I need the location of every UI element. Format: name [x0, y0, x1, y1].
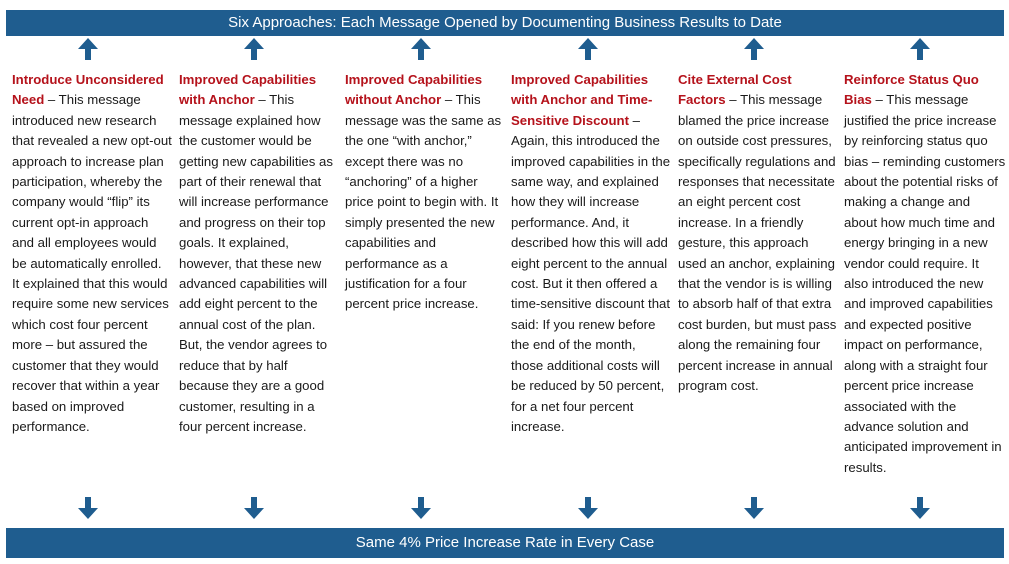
- approach-description: – This message blamed the price increase on outside cost pressures, specifically regulations and responses that necessitate an eight percent cost increase. In a friendly gesture, this approach used an anchor, explaining that the vendor is is willing to absorb half of that extra cost burden, but must pass along the remaining four percent increase in annual program cost.: [678, 92, 837, 394]
- bottom-banner: Same 4% Price Increase Rate in Every Case: [6, 528, 1004, 558]
- approach-column: [844, 70, 1006, 478]
- approach-title: Cite External Cost Factors: [678, 72, 792, 108]
- arrow-up-icon: [244, 38, 264, 60]
- approach-column: [511, 70, 671, 437]
- approach-description: – This message explained how the customer would be getting new capabilities as part of their renewal that will increase performance and progress on their top goals. It explained, however, that these new advanced capabilities will add eight percent to the annual cost of the plan. But, the vendor agrees to reduce that by half because they are a good customer, resulting in a four percent increase.: [179, 92, 333, 434]
- arrow-up-icon: [578, 38, 598, 60]
- approach-title: Improved Capabilities with Anchor: [179, 72, 317, 108]
- approach-column: [179, 70, 339, 437]
- approach-title: Improved Capabilities without Anchor: [345, 72, 483, 108]
- arrow-down-icon: [910, 497, 930, 519]
- approach-title: Improved Capabilities with Anchor and Time-Sensitive Discount: [511, 72, 653, 128]
- approach-description: – This message was the same as the one “with anchor,” except there was no “anchoring” of a higher price point to begin with. It simply presented the new capabilities and performance as a justification for a four percent price increase.: [345, 92, 502, 312]
- arrow-up-icon: [411, 38, 431, 60]
- approach-description: – This message justified the price increase by reinforcing status quo bias – reminding customers about the potential risks of making a change and about how much time and energy bringing in a new vendor could require. It also introduced the new and improved capabilities and expected positive impact on performance, along with a straight four percent price increase associated with the advance solution and anticipated improvement in results.: [844, 92, 1006, 475]
- arrow-down-icon: [411, 497, 431, 519]
- approach-description: – Again, this introduced the improved capabilities in the same way, and explained how they will increase performance. And, it described how this will add eight percent to the annual cost. But it then offered a time-sensitive discount that said: If you renew before the end of the month, those additional costs will be reduced by 50 percent, for a net four percent increase.: [511, 112, 671, 434]
- top-banner: Six Approaches: Each Message Opened by Documenting Business Results to Date: [6, 10, 1004, 36]
- approach-column: [345, 70, 505, 315]
- approach-title: Introduce Unconsidered Need: [12, 72, 164, 108]
- arrow-up-icon: [744, 38, 764, 60]
- approach-title: Reinforce Status Quo Bias: [844, 72, 979, 108]
- approach-column: [12, 70, 172, 437]
- arrow-down-icon: [244, 497, 264, 519]
- arrow-down-icon: [78, 497, 98, 519]
- approach-column: [678, 70, 838, 397]
- arrow-up-icon: [78, 38, 98, 60]
- arrow-up-icon: [910, 38, 930, 60]
- approach-description: – This message introduced new research that revealed a new opt-out approach to increase plan participation, whereby the company would “flip” its current opt-in approach and all employees would be automatically enrolled. It explained that this would require some new services which cost four percent more – but assured the customer that they would recover that within a year based on improved performance.: [12, 92, 172, 434]
- arrow-down-icon: [578, 497, 598, 519]
- arrow-down-icon: [744, 497, 764, 519]
